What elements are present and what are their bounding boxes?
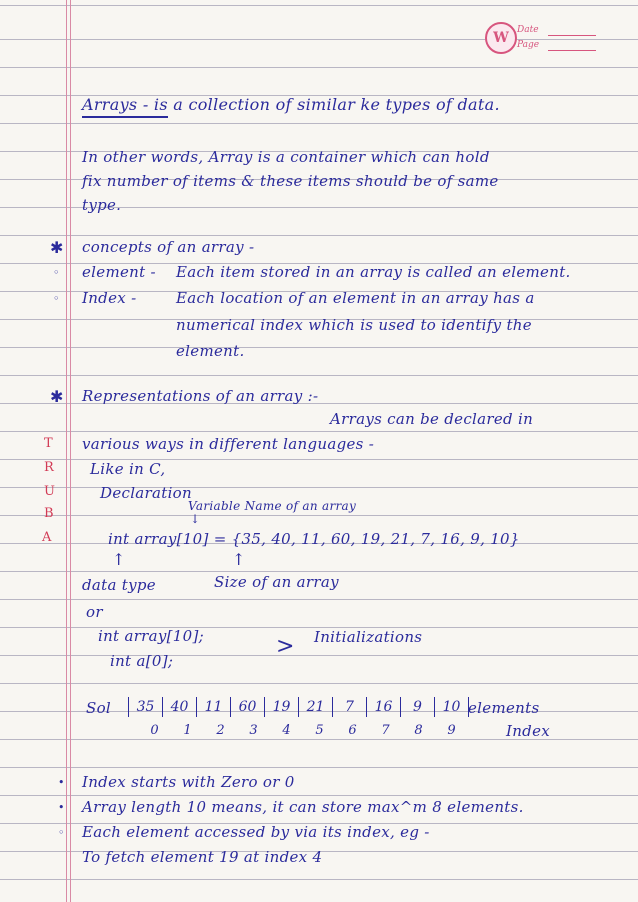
page-label: Page — [517, 40, 540, 50]
margin-letter-r: R — [44, 460, 55, 475]
bullet-icon: • — [58, 776, 65, 789]
size-label: Size of an array — [214, 573, 339, 591]
margin-line — [70, 0, 71, 902]
greater-than-bracket: > — [276, 634, 295, 659]
star-icon: ✱ — [50, 387, 64, 406]
array-index: 4 — [282, 723, 291, 738]
bullet-note-1: Index starts with Zero or 0 — [82, 773, 295, 791]
concepts-heading: concepts of an array - — [82, 238, 255, 256]
star-icon: ✱ — [50, 238, 64, 257]
array-cell: 16 — [366, 697, 400, 717]
array-index: 8 — [414, 723, 423, 738]
array-index: 2 — [216, 723, 225, 738]
index-term: Index - — [82, 289, 137, 307]
array-cell: 9 — [400, 697, 434, 717]
array-index: 9 — [447, 723, 456, 738]
ring-bullet-icon: ◦ — [58, 826, 65, 839]
margin-letter-a: A — [42, 530, 52, 545]
elements-label: elements — [468, 699, 540, 717]
variable-name-label: Variable Name of an array — [188, 499, 357, 513]
ring-bullet-icon: ◦ — [53, 266, 60, 279]
array-index: 1 — [183, 723, 192, 738]
alt-declaration-2: int a[0]; — [110, 652, 174, 670]
element-term: element - — [82, 263, 156, 281]
margin-line — [66, 0, 67, 902]
date-field-line — [548, 35, 596, 36]
up-arrow-icon: ↑ — [232, 550, 246, 569]
other-words-line-1: In other words, Array is a container which can hold — [82, 148, 490, 166]
index-label: Index — [506, 722, 551, 740]
declaration-code: int array[10] = {35, 40, 11, 60, 19, 21, 7, 16, 9, 10} — [108, 530, 520, 548]
bullet-note-4: To fetch element 19 at index 4 — [82, 848, 323, 866]
bullet-note-2: Array length 10 means, it can store max^m 8 elements. — [82, 798, 524, 816]
other-words-line-3: type. — [82, 196, 122, 214]
array-index: 7 — [381, 723, 390, 738]
definition-line: Arrays - is a collection of similar ke types of data. — [82, 95, 500, 114]
representations-line-1: Arrays can be declared in — [330, 410, 534, 428]
array-cell: 19 — [264, 697, 298, 717]
heading-underline — [82, 116, 168, 118]
declaration-label: Declaration — [100, 484, 192, 502]
page-field-line — [548, 50, 596, 51]
margin-letter-u: U — [44, 484, 56, 499]
up-arrow-icon: ↑ — [112, 550, 126, 569]
bullet-icon: • — [58, 801, 65, 814]
array-cell: 11 — [196, 697, 230, 717]
array-cell: 21 — [298, 697, 332, 717]
index-definition-3: element. — [176, 342, 245, 360]
like-in-c: Like in C, — [90, 460, 166, 478]
array-cell: 40 — [162, 697, 196, 717]
sol-label: Sol — [86, 699, 112, 717]
bullet-note-3: Each element accessed by via its index, eg - — [82, 823, 430, 841]
representations-line-2: various ways in different languages - — [82, 435, 375, 453]
or-label: or — [86, 603, 103, 621]
initializations-label: Initializations — [314, 628, 423, 646]
down-arrow-icon: ↓ — [190, 512, 201, 526]
array-cell: 10 — [434, 697, 469, 717]
array-cell: 7 — [332, 697, 366, 717]
ring-bullet-icon: ◦ — [53, 292, 60, 305]
index-definition-2: numerical index which is used to identify the — [176, 316, 532, 334]
array-cell: 35 — [128, 697, 162, 717]
margin-letter-b: B — [44, 506, 54, 521]
representations-heading: Representations of an array :- — [82, 387, 319, 405]
brand-logo: W — [485, 22, 517, 54]
array-index: 6 — [348, 723, 357, 738]
index-definition-1: Each location of an element in an array has a — [176, 289, 535, 307]
element-definition: Each item stored in an array is called an element. — [176, 263, 571, 281]
array-index: 3 — [249, 723, 258, 738]
array-cells — [128, 697, 469, 717]
array-cell: 60 — [230, 697, 264, 717]
data-type-label: data type — [82, 576, 156, 594]
date-label: Date — [517, 25, 539, 35]
array-index: 0 — [150, 723, 159, 738]
other-words-line-2: fix number of items & these items should be of same — [82, 172, 499, 190]
alt-declaration-1: int array[10]; — [98, 627, 204, 645]
margin-letter-t: T — [44, 436, 53, 451]
array-index: 5 — [315, 723, 324, 738]
